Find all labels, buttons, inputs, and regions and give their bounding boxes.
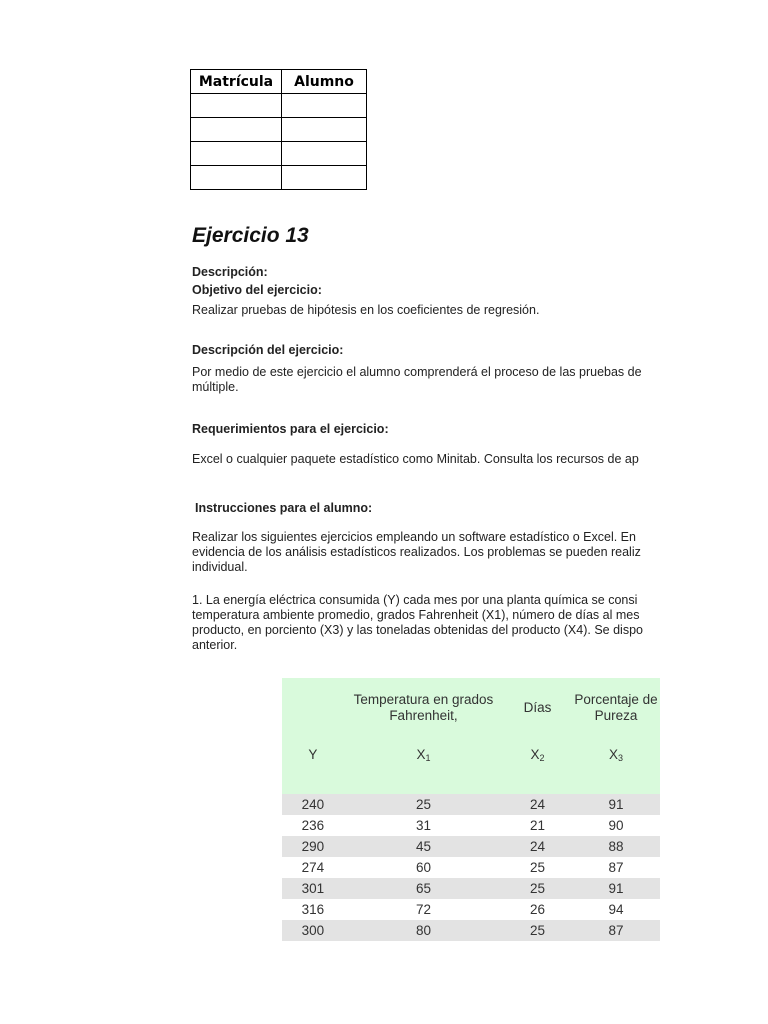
problema-line-2: temperatura ambiente promedio, grados Fahrenheit (X1), número de días al mes [192,608,640,622]
header-y-label [282,678,344,738]
objetivo-text: Realizar pruebas de hipótesis en los coeficientes de regresión. [192,303,540,317]
cell-x2: 24 [503,794,572,815]
table-row [282,836,660,857]
descripcion-label: Descripción: [192,265,268,279]
cell-x2: 25 [503,878,572,899]
var-x1: $X_1$ [344,738,503,794]
table-row [191,118,367,142]
alumno-header: Alumno [282,70,367,94]
cell-x2: 24 [503,836,572,857]
header-dias: Días [503,678,572,738]
alumno-cell[interactable] [282,94,367,118]
cell-x1: 45 [344,836,503,857]
header-temperatura: Temperatura en grados Fahrenheit, [344,678,503,738]
cell-y: 290 [282,836,344,857]
requerimientos-label: Requerimientos para el ejercicio: [192,422,389,436]
cell-x3: 87 [608,860,624,875]
desc-ejercicio-label: Descripción del ejercicio: [192,343,344,357]
student-info-table [190,69,367,190]
var-x3: $X_3$ [572,738,660,794]
problema-line-3: producto, en porciento (X3) y las toneladas obtenidas del producto (X4). Se dispo [192,623,643,637]
var-x2: $X_2$ [503,738,572,794]
matricula-cell[interactable] [191,118,282,142]
desc-ejercicio-line-2: múltiple. [192,380,239,394]
cell-x3: 94 [608,902,624,917]
matricula-cell[interactable] [191,142,282,166]
matricula-cell[interactable] [191,166,282,190]
instrucciones-line-3: individual. [192,560,248,574]
table-row [282,815,660,836]
cell-x3: 90 [608,818,624,833]
table-row [282,899,660,920]
table-row [191,166,367,190]
cell-x3: 87 [572,920,660,941]
cell-x1: 60 [415,860,431,875]
table-row [191,142,367,166]
table-row [282,878,660,899]
matricula-header: Matrícula [191,70,282,94]
cell-x3: 88 [572,836,660,857]
cell-x1: 80 [344,920,503,941]
table-row [282,857,660,878]
problema-line-1: 1. La energía eléctrica consumida (Y) cada mes por una planta química se consi [192,593,638,607]
cell-y: 240 [282,794,344,815]
cell-y: 300 [282,920,344,941]
alumno-cell[interactable] [282,142,367,166]
cell-x1: 31 [415,818,431,833]
header-pureza: Porcentaje de Pureza [572,678,660,738]
cell-x1: 25 [344,794,503,815]
cell-y: 236 [301,818,325,833]
requerimientos-text: Excel o cualquier paquete estadístico como Minitab. Consulta los recursos de ap [192,452,639,466]
cell-x3: 91 [572,794,660,815]
cell-x1: 65 [344,878,503,899]
var-y: Y [282,738,344,794]
cell-x1: 72 [415,902,431,917]
cell-x2: 21 [530,818,546,833]
instrucciones-line-1: Realizar los siguientes ejercicios empleando un software estadístico o Excel. En [192,530,636,544]
table-row [282,920,660,941]
cell-y: 274 [301,860,325,875]
cell-x2: 25 [530,860,546,875]
instrucciones-label: Instrucciones para el alumno: [195,501,373,515]
cell-x3: 91 [572,878,660,899]
cell-x2: 25 [503,920,572,941]
alumno-cell[interactable] [282,118,367,142]
instrucciones-line-2: evidencia de los análisis estadísticos realizados. Los problemas se pueden realiz [192,545,641,559]
energy-data-table [282,678,660,941]
table-row [282,794,660,815]
cell-y: 301 [282,878,344,899]
alumno-cell[interactable] [282,166,367,190]
table-row [191,94,367,118]
exercise-title: Ejercicio 13 [192,224,309,247]
objetivo-label: Objetivo del ejercicio: [192,283,322,297]
problema-line-4: anterior. [192,638,238,652]
desc-ejercicio-line-1: Por medio de este ejercicio el alumno comprenderá el proceso de las pruebas de [192,365,642,379]
cell-x2: 26 [530,902,546,917]
cell-y: 316 [301,902,325,917]
matricula-cell[interactable] [191,94,282,118]
